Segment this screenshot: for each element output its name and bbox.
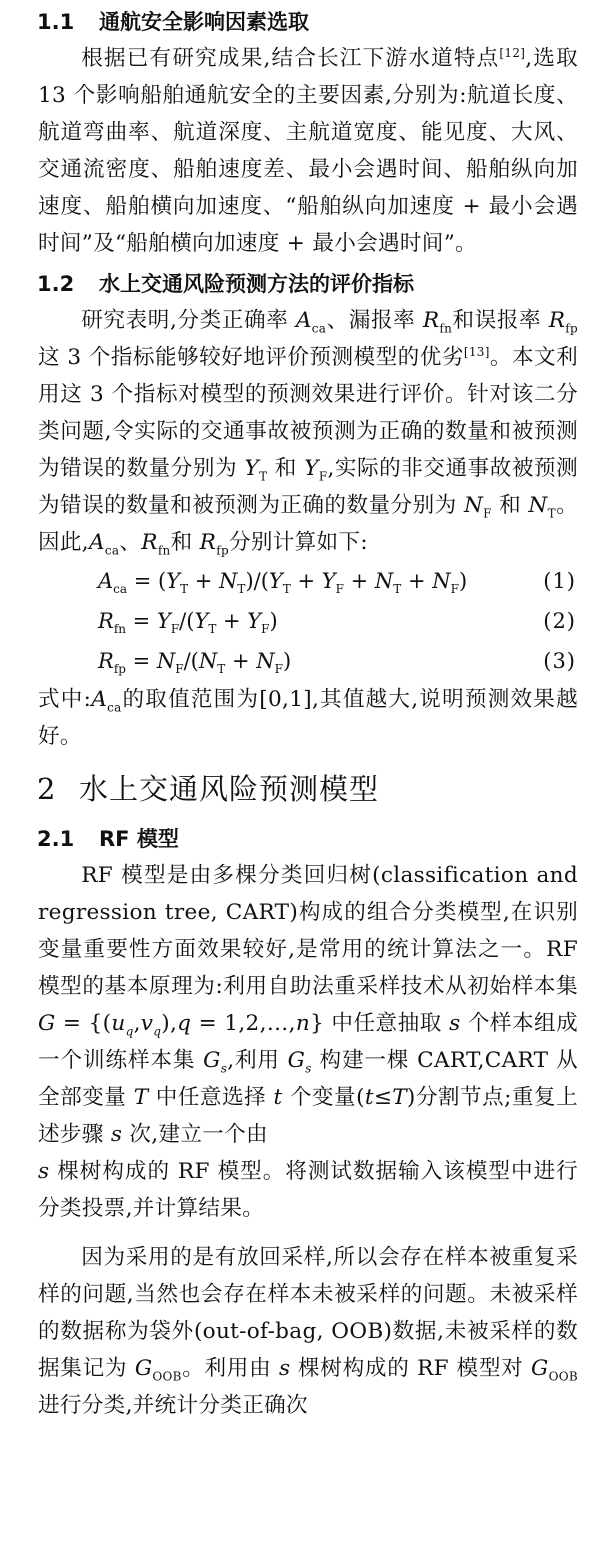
section-number: 2.1: [37, 827, 75, 851]
paragraph-metrics: 研究表明,分类正确率 $A_{ca}$、漏报率 $R_{fn}$和误报率 $R_{fp}$这 3 个指标能够较好地评价预测模型的优劣[13]。本文利用这 3 个指标对模型的预测效果进行评价。针对该二分类问题,令实际的交通事故被预测为正确的数量和被预测为错误的数量分别为 $Y_T$ 和 $Y_F$,实际的非交通事故被预测为错误的数量和被预测为正确的数量分别为 $N_F$ 和 $N_T$。因此$,A_{ca}$、$R_{fn}$和 $R_{fp}$分别计算如下:: [38, 308, 578, 558]
section-title: 水上交通风险预测方法的评价指标: [99, 272, 414, 296]
section-number: 1.1: [37, 10, 75, 34]
section-number: 1.2: [37, 272, 75, 296]
equation-1-rhs: = $(Y_T + N_T)/(Y_T + Y_F + N_T + N_F)$: [133, 569, 468, 597]
paragraph-rf-model: RF 模型是由多棵分类回归树(classification and regression tree, CART)构成的组合分类模型,在识别变量重要性方面效果较好,是常用的统计算法之一。RF 模型的基本原理为:利用自助法重采样技术从初始样本集 $G = \{(u_q,v_q),q$ = 1,2,…,n} 中任意抽取 s 个样本组成一个训练样本集 $G_s$,利用 $G_s$ 构建一棵 CART,CART 从全部变量 T 中任意选择 t 个变量(t≤T)分割节点;重复上述步骤 s 次,建立一个由 s 棵树构成的 RF 模型。将测试数据输入该模型中进行分类投票,并计算结果。: [38, 863, 579, 1221]
section-title: 水上交通风险预测模型: [79, 772, 380, 806]
equation-number: (3): [543, 649, 576, 673]
equation-3: $R_{fp} = N_F/(N_T + N_F)$ (3): [38, 641, 578, 681]
equation-1: $A_{ca} = (Y_T + N_T)/(Y_T + Y_F + N_T + N_F)$ (1): [38, 561, 578, 601]
section-heading-2: [37, 769, 578, 809]
citation: [13]: [463, 344, 490, 359]
section-number: 2: [37, 772, 57, 806]
section-heading-2-1: [37, 821, 578, 857]
equation-2-rhs: = $Y_F/(Y_T + Y_F)$: [132, 609, 278, 637]
section-heading-1-2: [37, 266, 578, 302]
section-title: RF 模型: [99, 827, 179, 851]
equation-2: $R_{fn} = Y_F/(Y_T + Y_F)$ (2): [38, 601, 578, 641]
citation: [12]: [499, 45, 526, 60]
equation-3-rhs: = $N_F/(N_T + N_F)$: [132, 649, 292, 677]
equation-number: (2): [543, 609, 576, 633]
equation-number: (1): [543, 569, 576, 593]
paragraph-where: 式中$:A_{ca}$的取值范围为[0,1],其值越大,说明预测效果越好。: [38, 687, 578, 749]
paragraph-factors: 根据已有研究成果,结合长江下游水道特点[12],选取 13 个影响船舶通航安全的主要因素,分别为:航道长度、航道弯曲率、航道深度、主航道宽度、能见度、大风、交通流密度、船舶速度差、最小会遇时间、船舶纵向加速度、船舶横向加速度、“船舶纵向加速度 + 最小会遇时间”及“船舶横向加速度 + 最小会遇时间”。: [38, 45, 578, 256]
section-heading-1-1: [37, 4, 578, 40]
section-title: 通航安全影响因素选取: [99, 10, 309, 34]
paragraph-oob: 因为采用的是有放回采样,所以会存在样本被重复采样的问题,当然也会存在样本未被采样的问题。未被采样的数据称为袋外(out-of-bag, OOB)数据,未被采样的数据集记为 $G_{OOB}$。利用由 s 棵树构成的 RF 模型对 $G_{OOB}$进行分类,并统计分类正确次: [38, 1245, 578, 1418]
